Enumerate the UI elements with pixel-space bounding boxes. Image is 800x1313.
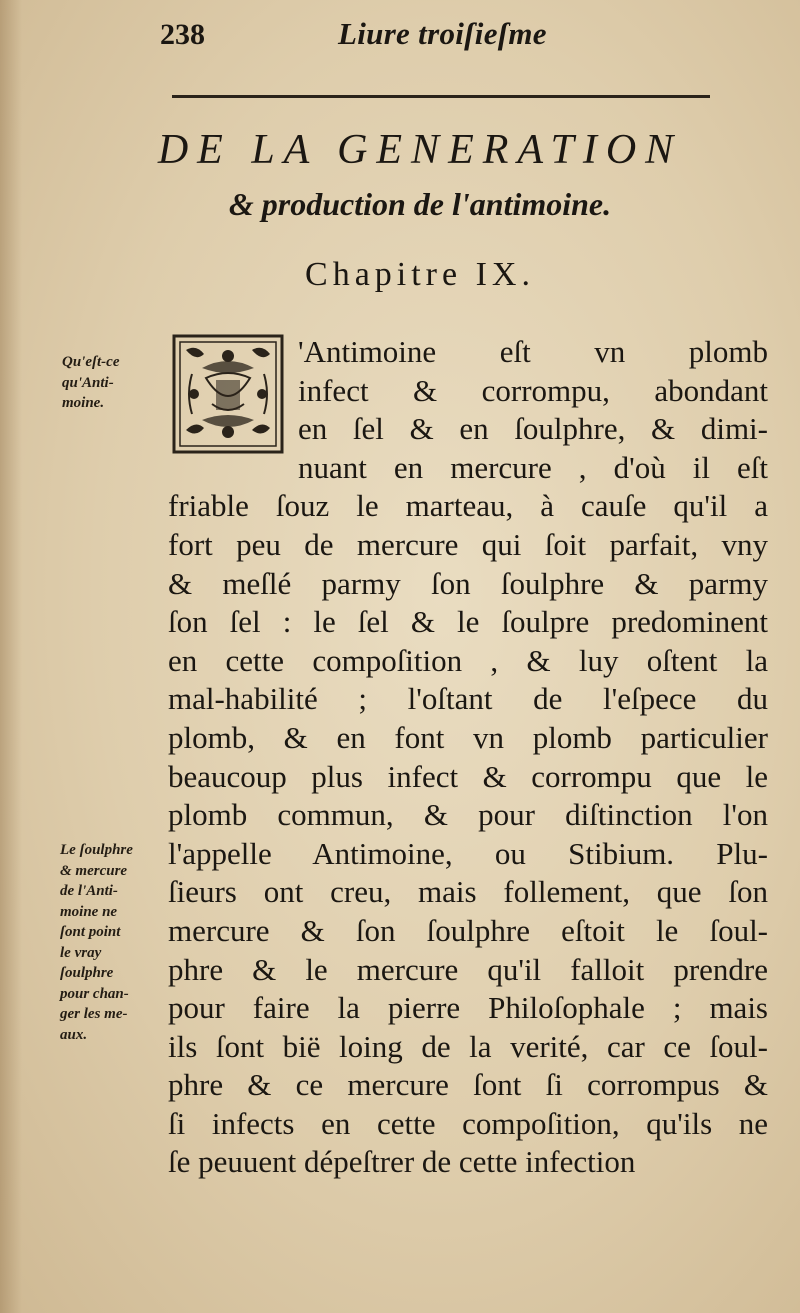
text-line: infect & corrompu, abondant (298, 372, 768, 408)
margin-note-line: ſont point (60, 924, 121, 940)
text-line: & meſlé parmy ſon ſoulphre & parmy (168, 565, 768, 601)
text-line: ils ſont bië loing de la verité, car ce ſoul- (168, 1028, 768, 1064)
margin-note-line: moine ne (60, 903, 118, 920)
body-text (168, 333, 768, 1182)
running-head: Liure troiſieſme (338, 16, 547, 51)
text-line: mal-habilité ; l'oſtant de l'eſpece du (168, 681, 768, 717)
margin-note-line: qu'Anti- (62, 374, 114, 391)
margin-note-line: moine. (62, 395, 105, 411)
margin-note-line: aux. (60, 1026, 88, 1043)
page-header (0, 16, 800, 56)
text-line: 'Antimoine eſt vn plomb (298, 334, 768, 369)
text-line: ſon ſel : le ſel & le ſoulpre predominent (168, 604, 768, 640)
margin-note-soulphre (60, 840, 133, 1045)
section-subtitle: & production de l'antimoine. (228, 186, 612, 222)
margin-note-antimoine (62, 352, 119, 414)
margin-note-line: Le ſoulphre (60, 842, 133, 858)
text-line: plomb commun, & pour diſtinction l'on (168, 797, 768, 833)
page-number: 238 (160, 18, 205, 51)
margin-note-line: ſoulphre (60, 965, 114, 981)
text-line: plomb, & en font vn plomb particulier (168, 719, 768, 755)
margin-note-line: le vray (60, 944, 102, 961)
text-line: en ſel & en ſoulphre, & dimi- (298, 411, 768, 447)
text-line: en cette compoſition , & luy oſtent la (168, 642, 768, 678)
text-line: l'appelle Antimoine, ou Stibium. Plu- (168, 835, 768, 871)
text-line: phre & le mercure qu'il falloit prendre (168, 951, 768, 987)
text-line: ſe peuuent dépeſtrer de cette infection (168, 1144, 636, 1180)
margin-note-line: Qu'eſt-ce (62, 354, 120, 370)
margin-note-line: & mercure (60, 862, 128, 879)
text-line: nuant en mercure , d'où il eſt (298, 449, 768, 485)
margin-note-line: de l'Anti- (60, 883, 118, 899)
text-line: friable ſouz le marteau, à cauſe qu'il a (168, 488, 768, 524)
margin-note-line: ger les me- (60, 1006, 128, 1022)
header-rule (172, 95, 710, 98)
text-line: pour faire la pierre Philoſophale ; mais (168, 990, 768, 1026)
text-line: fort peu de mercure qui ſoit parfait, vny (168, 526, 768, 562)
text-line: ſi infects en cette compoſition, qu'ils ne (168, 1105, 768, 1141)
chapter-heading: Chapitre IX. (305, 256, 535, 293)
text-line: ſieurs ont creu, mais follement, que ſon (168, 874, 768, 910)
text-line: mercure & ſon ſoulphre eſtoit le ſoul- (168, 912, 768, 948)
text-line: phre & ce mercure ſont ſi corrompus & (168, 1067, 768, 1103)
text-line: beaucoup plus infect & corrompu que le (168, 758, 768, 794)
margin-note-line: pour chan- (60, 985, 129, 1002)
section-title: DE LA GENERATION (157, 127, 683, 173)
